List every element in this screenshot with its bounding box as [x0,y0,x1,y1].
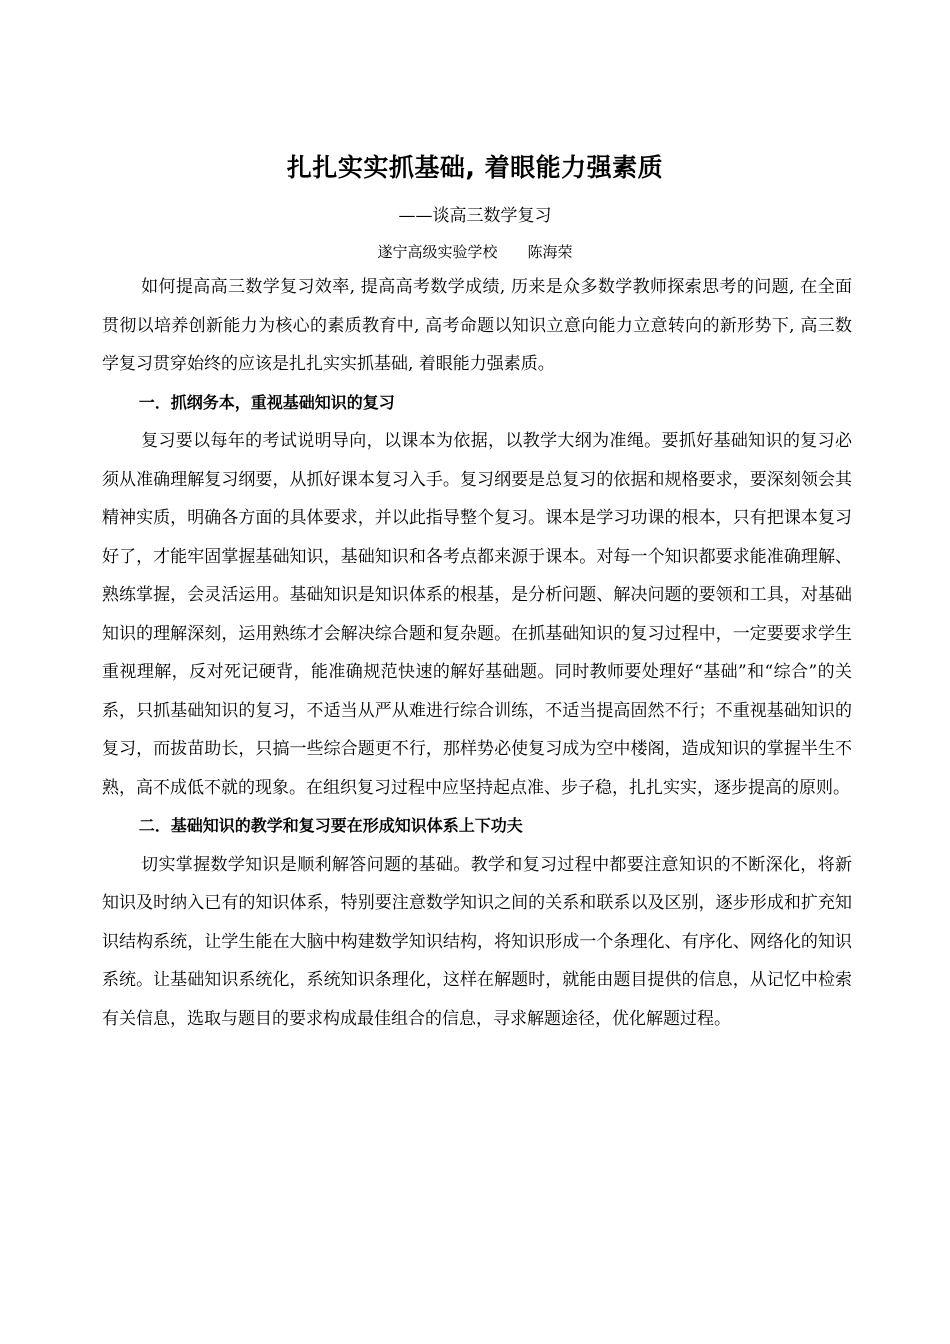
intro-paragraph: 如何提高高三数学复习效率, 提高高考数学成绩, 历来是众多数学教师探索思考的问题, 在全面贯彻以培养创新能力为核心的素质教育中, 高考命题以知识立意向能力立意转向的新形势下, 高三数学复习贯穿始终的应该是扎扎实实抓基础, 着眼能力强素质。 [102,277,852,374]
school-name: 遂宁高级实验学校 [377,243,498,261]
section-1-paragraph: 复习要以每年的考试说明导向，以课本为依据，以教学大纲为准绳。要抓好基础知识的复习必须从准确理解复习纲要，从抓好课本复习入手。复习纲要是总复习的依据和规格要求，要深刻领会其精神实质，明确各方面的具体要求，并以此指导整个复习。课本是学习功课的根本，只有把课本复习好了，才能牢固掌握基础知识，基础知识和各考点都来源于课本。对每一个知识都要求能准确理解、熟练掌握，会灵活运用。基础知识是知识体系的根基，是分析问题、解决问题的要领和工具，对基础知识的理解深刻，运用熟练才会解决综合题和复杂题。在抓基础知识的复习过程中，一定要要求学生重视理解，反对死记硬背，能准确规范快速的解好基础题。同时教师要处理好“基础”和“综合”的关系，只抓基础知识的复习，不适当从严从难进行综合训练，不适当提高固然不行；不重视基础知识的复习，而拔苗助长，只搞一些综合题更不行，那样势必使复习成为空中楼阁，造成知识的掌握半生不熟，高不成低不就的现象。在组织复习过程中应坚持起点准、步子稳，扎扎实实，逐步提高的原则。 [102,431,852,798]
author-name: 陈海荣 [527,243,573,261]
section-1-heading: 一．抓纲务本，重视基础知识的复习 [138,392,395,412]
byline [0,240,950,264]
article-title: 扎扎实实抓基础, 着眼能力强素质 [286,153,664,182]
article-body [102,268,852,1038]
section-2-paragraph: 切实掌握数学知识是顺利解答问题的基础。教学和复习过程中都要注意知识的不断深化，将新知识及时纳入已有的知识体系，特别要注意数学知识之间的关系和联系以及区别，逐步形成和扩充知识结构系统，让学生能在大脑中构建数学知识结构，将知识形成一个条理化、有序化、网络化的知识系统。让基础知识系统化，系统知识条理化，这样在解题时，就能由题目提供的信息，从记忆中检索有关信息，选取与题目的要求构成最佳组合的信息，寻求解题途径，优化解题过程。 [102,854,852,1029]
article-subtitle: ——谈高三数学复习 [398,206,552,226]
section-2-heading: 二．基础知识的教学和复习要在形成知识体系上下功夫 [138,816,523,835]
